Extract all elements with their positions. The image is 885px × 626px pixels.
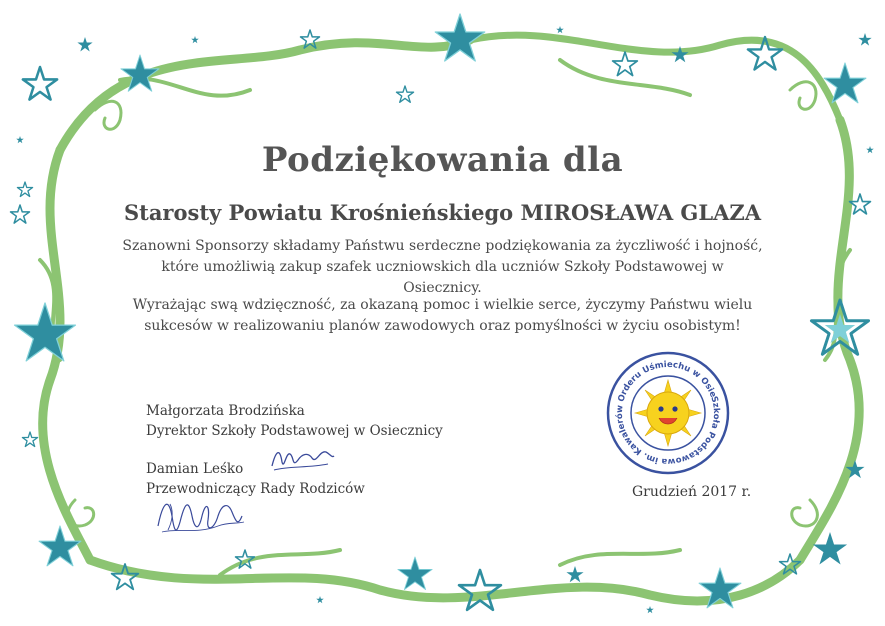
certificate-title: Podziękowania dla	[261, 140, 624, 180]
sun-icon	[635, 380, 701, 446]
handwritten-signature	[148, 486, 248, 542]
wishes-paragraph-line: sukcesów w realizowaniu planów zawodowych oraz pomyślności w życiu osobistym!	[144, 318, 741, 334]
signatory-name: Małgorzata Brodzińska	[146, 403, 305, 419]
thanks-paragraph	[120, 236, 765, 299]
issue-date: Grudzień 2017 r.	[632, 484, 752, 500]
wishes-paragraph-line: Wyrażając swą wdzięczność, za okazaną pomoc i wielkie serce, życzymy Państwu wielu	[132, 297, 753, 313]
handwritten-signature	[268, 440, 338, 476]
signatory-role: Przewodniczący Rady Rodziców	[146, 481, 365, 497]
thanks-paragraph-line: które umożliwią zakup szafek uczniowskich dla uczniów Szkoły Podstawowej w Osiecznicy.	[161, 259, 724, 296]
seal-text: Szkoła Podstawowa im. Kawalerów Orderu Uśmiechu w Osiecznicy	[614, 359, 722, 467]
signatory-director	[146, 401, 443, 441]
wishes-paragraph	[120, 295, 765, 337]
signatory-name: Damian Leśko	[146, 461, 244, 477]
recipient-name: Starosty Powiatu Krośnieńskiego MIROSŁAWA GLAZA	[123, 200, 762, 225]
school-seal-stamp	[605, 350, 731, 476]
signatory-role: Dyrektor Szkoły Podstawowej w Osiecznicy	[146, 423, 443, 439]
thanks-paragraph-line: Szanowni Sponsorzy składamy Państwu serdeczne podziękowania za życzliwość i hojność,	[122, 238, 763, 254]
